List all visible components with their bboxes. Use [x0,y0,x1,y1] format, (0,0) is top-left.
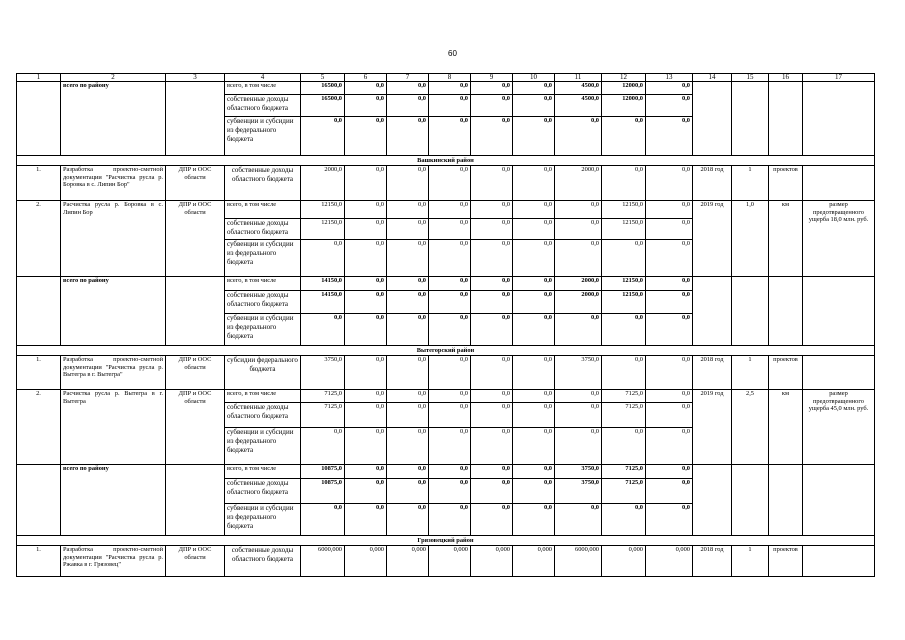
value-cell: 0,0 [471,240,513,277]
value-cell: 0,0 [471,403,513,428]
value-cell: 0,0 [555,390,602,403]
value-cell: 0,0 [513,314,555,346]
quantity [732,277,769,346]
value-cell: 0,0 [555,219,602,240]
value-cell: 3750,0 [555,479,602,504]
value-cell: 0,0 [646,291,693,314]
column-header: 14 [693,74,732,82]
funding-source: субвенции и субсидии из федерального бюджета [225,117,301,156]
value-cell: 0,0 [602,504,646,536]
value-cell: 0,0 [513,291,555,314]
value-cell: 0,0 [429,95,471,117]
value-cell: 0,0 [345,82,387,95]
value-cell: 0,0 [429,465,471,479]
value-cell: 0,0 [387,504,429,536]
value-cell: 0,0 [429,428,471,465]
measure-name: Разработка проектно-сметной документации "Расчистка русла р. Вытегра в г. Вытегра" [61,356,166,390]
value-cell: 0,0 [471,356,513,390]
value-cell: 12000,0 [602,82,646,95]
table-row [17,74,875,82]
value-cell: 0,0 [345,117,387,156]
value-cell: 0,0 [301,504,345,536]
value-cell: 16500,0 [301,95,345,117]
total-title: всего по району [61,82,166,156]
value-cell: 6000,000 [301,546,345,577]
value-cell: 0,0 [429,314,471,346]
year: 2019 год [693,390,732,465]
year: 2019 год [693,201,732,277]
value-cell: 0,0 [602,117,646,156]
year [693,465,732,536]
value-cell: 0,0 [555,314,602,346]
table-row [17,546,875,577]
value-cell: 0,0 [471,219,513,240]
quantity: 1 [732,546,769,577]
value-cell: 0,0 [345,428,387,465]
row-number [17,82,61,156]
value-cell: 0,0 [513,390,555,403]
value-cell: 0,0 [471,390,513,403]
value-cell: 7125,0 [602,479,646,504]
value-cell: 0,0 [513,403,555,428]
value-cell: 0,0 [646,277,693,291]
column-header: 1 [17,74,61,82]
value-cell: 0,0 [345,291,387,314]
note: размер предотвращенного ущерба 18,0 млн. руб. [803,201,875,277]
value-cell: 0,0 [387,479,429,504]
value-cell: 0,0 [646,479,693,504]
value-cell: 0,0 [345,465,387,479]
value-cell: 7125,0 [602,465,646,479]
table-row [17,156,875,166]
column-header: 6 [345,74,387,82]
value-cell: 0,000 [345,546,387,577]
value-cell: 0,0 [471,117,513,156]
measure-name: Расчистка русла р. Боровка в с. Липин Бор [61,201,166,277]
funding-source: собственные доходы областного бюджета [225,166,301,201]
table-row [17,201,875,219]
value-cell: 0,0 [387,403,429,428]
row-number [17,465,61,536]
value-cell: 0,0 [471,166,513,201]
value-cell: 0,0 [602,166,646,201]
section-title: Вытегорский район [17,346,875,356]
value-cell: 0,0 [345,166,387,201]
column-header: 5 [301,74,345,82]
funding-source: всего, в том числе [225,277,301,291]
value-cell: 0,0 [555,403,602,428]
value-cell: 0,0 [301,240,345,277]
value-cell: 0,0 [429,201,471,219]
value-cell: 0,0 [345,504,387,536]
table-row [17,356,875,390]
table-row [17,277,875,291]
value-cell: 0,0 [429,277,471,291]
value-cell: 0,0 [513,82,555,95]
column-header: 8 [429,74,471,82]
unit [769,465,803,536]
section-title: Грязовецкий район [17,536,875,546]
year: 2018 год [693,546,732,577]
value-cell: 0,0 [471,504,513,536]
value-cell: 0,000 [471,546,513,577]
value-cell: 0,000 [646,546,693,577]
funding-source: субвенции и субсидии из федерального бюджета [225,428,301,465]
value-cell: 0,0 [345,277,387,291]
value-cell: 7125,0 [301,403,345,428]
quantity: 2,5 [732,390,769,465]
unit: км [769,390,803,465]
funding-source: собственные доходы областного бюджета [225,95,301,117]
row-number: 1. [17,546,61,577]
executor: ДПР и ООС области [166,201,225,277]
value-cell: 0,0 [345,95,387,117]
value-cell: 0,0 [602,240,646,277]
note [803,82,875,156]
value-cell: 14150,0 [301,291,345,314]
quantity [732,465,769,536]
note [803,546,875,577]
value-cell: 7125,0 [602,403,646,428]
funding-source: субсидии федерального бюджета [225,356,301,390]
value-cell: 0,0 [646,166,693,201]
value-cell: 0,0 [345,356,387,390]
executor: ДПР и ООС области [166,390,225,465]
value-cell: 0,000 [387,546,429,577]
value-cell: 0,0 [429,291,471,314]
value-cell: 0,0 [602,428,646,465]
year: 2018 год [693,166,732,201]
note [803,277,875,346]
program-table [16,73,875,577]
note [803,166,875,201]
funding-source: субвенции и субсидии из федерального бюджета [225,504,301,536]
quantity: 1,0 [732,201,769,277]
column-header: 10 [513,74,555,82]
quantity: 1 [732,166,769,201]
table-row [17,82,875,95]
value-cell: 0,0 [513,117,555,156]
row-number: 1. [17,166,61,201]
value-cell: 6000,000 [555,546,602,577]
value-cell: 0,0 [429,390,471,403]
value-cell: 0,0 [387,240,429,277]
table-row [17,536,875,546]
column-header: 16 [769,74,803,82]
value-cell: 0,0 [429,240,471,277]
row-number: 1. [17,356,61,390]
value-cell: 4500,0 [555,95,602,117]
row-number: 2. [17,390,61,465]
value-cell: 0,0 [471,291,513,314]
unit: проектов [769,546,803,577]
column-header: 2 [61,74,166,82]
value-cell: 0,000 [429,546,471,577]
unit: проектов [769,166,803,201]
value-cell: 0,0 [345,201,387,219]
value-cell: 0,0 [555,504,602,536]
column-header: 7 [387,74,429,82]
measure-name: Расчистка русла р. Вытегра в г. Вытегра [61,390,166,465]
value-cell: 2000,0 [555,277,602,291]
value-cell: 0,0 [513,219,555,240]
value-cell: 12000,0 [602,95,646,117]
value-cell: 12150,0 [301,201,345,219]
value-cell: 14150,0 [301,277,345,291]
executor: ДПР и ООС области [166,546,225,577]
funding-source: всего, в том числе [225,201,301,219]
value-cell: 0,0 [301,117,345,156]
value-cell: 3750,0 [555,356,602,390]
measure-name: Разработка проектно-сметной документации "Расчистка русла р. Ржавка в г. Грязовец" [61,546,166,577]
value-cell: 0,0 [387,219,429,240]
year: 2018 год [693,356,732,390]
value-cell: 0,0 [387,277,429,291]
measure-name: Разработка проектно-сметной документации "Расчистка русла р. Боровка в с. Липин Бор" [61,166,166,201]
value-cell: 0,0 [646,314,693,346]
value-cell: 0,0 [646,465,693,479]
value-cell: 0,0 [513,201,555,219]
column-header: 15 [732,74,769,82]
table-row [17,346,875,356]
funding-source: всего, в том числе [225,82,301,95]
table-row [17,390,875,403]
funding-source: собственные доходы областного бюджета [225,403,301,428]
value-cell: 0,0 [387,201,429,219]
value-cell: 0,0 [471,314,513,346]
value-cell: 0,0 [513,479,555,504]
value-cell: 0,0 [429,356,471,390]
table-row [17,166,875,201]
value-cell: 0,0 [429,117,471,156]
value-cell: 0,0 [646,95,693,117]
value-cell: 0,0 [646,390,693,403]
unit: проектов [769,356,803,390]
year [693,82,732,156]
value-cell: 12150,0 [602,219,646,240]
executor: ДПР и ООС области [166,166,225,201]
funding-source: всего, в том числе [225,390,301,403]
value-cell: 12150,0 [602,277,646,291]
value-cell: 0,0 [429,166,471,201]
column-header: 3 [166,74,225,82]
funding-source: всего, в том числе [225,465,301,479]
value-cell: 0,0 [429,479,471,504]
total-title: всего по району [61,277,166,346]
total-title: всего по району [61,465,166,536]
value-cell: 0,0 [345,314,387,346]
value-cell: 0,0 [471,277,513,291]
value-cell: 0,0 [646,82,693,95]
funding-source: собственные доходы областного бюджета [225,479,301,504]
value-cell: 0,0 [646,219,693,240]
executor [166,82,225,156]
value-cell: 12150,0 [602,201,646,219]
value-cell: 0,0 [387,291,429,314]
value-cell: 0,0 [345,390,387,403]
value-cell: 0,0 [602,314,646,346]
value-cell: 0,0 [555,201,602,219]
section-title: Вашкинский район [17,156,875,166]
value-cell: 0,0 [513,428,555,465]
value-cell: 0,0 [646,428,693,465]
value-cell: 0,0 [555,117,602,156]
value-cell: 0,0 [646,356,693,390]
value-cell: 4500,0 [555,82,602,95]
value-cell: 0,0 [387,82,429,95]
row-number [17,277,61,346]
value-cell: 0,0 [387,166,429,201]
value-cell: 7125,0 [301,390,345,403]
value-cell: 0,0 [646,201,693,219]
value-cell: 10875,0 [301,465,345,479]
value-cell: 0,0 [646,504,693,536]
value-cell: 0,0 [387,356,429,390]
value-cell: 0,0 [513,166,555,201]
column-header: 9 [471,74,513,82]
value-cell: 0,0 [513,240,555,277]
value-cell: 12150,0 [301,219,345,240]
value-cell: 0,0 [301,314,345,346]
value-cell: 0,0 [429,504,471,536]
value-cell: 0,0 [429,219,471,240]
value-cell: 0,0 [602,356,646,390]
executor [166,277,225,346]
note: размер предотвращенного ущерба 45,0 млн. руб. [803,390,875,465]
value-cell: 0,0 [471,428,513,465]
executor: ДПР и ООС области [166,356,225,390]
value-cell: 0,0 [471,479,513,504]
value-cell: 0,0 [387,428,429,465]
column-header: 13 [646,74,693,82]
value-cell: 0,000 [602,546,646,577]
executor [166,465,225,536]
value-cell: 10875,0 [301,479,345,504]
value-cell: 0,0 [471,201,513,219]
value-cell: 0,0 [471,82,513,95]
page-number: 60 [448,49,457,58]
value-cell: 16500,0 [301,82,345,95]
value-cell: 0,0 [345,403,387,428]
year [693,277,732,346]
value-cell: 3750,0 [301,356,345,390]
column-header: 12 [602,74,646,82]
value-cell: 0,0 [513,277,555,291]
value-cell: 0,0 [646,117,693,156]
value-cell: 0,0 [387,314,429,346]
value-cell: 0,0 [345,219,387,240]
value-cell: 0,0 [301,428,345,465]
value-cell: 0,0 [513,356,555,390]
value-cell: 0,0 [429,403,471,428]
value-cell: 2000,0 [301,166,345,201]
value-cell: 3750,0 [555,465,602,479]
funding-source: субвенции и субсидии из федерального бюджета [225,240,301,277]
row-number: 2. [17,201,61,277]
value-cell: 0,0 [513,95,555,117]
funding-source: собственные доходы областного бюджета [225,546,301,577]
column-header: 4 [225,74,301,82]
value-cell: 0,0 [345,479,387,504]
value-cell: 0,0 [387,117,429,156]
value-cell: 0,0 [387,95,429,117]
unit [769,82,803,156]
unit: км [769,201,803,277]
value-cell: 0,0 [387,390,429,403]
note [803,356,875,390]
value-cell: 2000,0 [555,291,602,314]
unit [769,277,803,346]
funding-source: собственные доходы областного бюджета [225,219,301,240]
column-header: 17 [803,74,875,82]
value-cell: 0,0 [387,465,429,479]
value-cell: 0,0 [471,95,513,117]
value-cell: 12150,0 [602,291,646,314]
column-header: 11 [555,74,602,82]
quantity [732,82,769,156]
funding-source: субвенции и субсидии из федерального бюджета [225,314,301,346]
value-cell: 0,0 [345,240,387,277]
value-cell: 2000,0 [555,166,602,201]
value-cell: 0,0 [555,240,602,277]
quantity: 1 [732,356,769,390]
table-row [17,465,875,479]
note [803,465,875,536]
value-cell: 7125,0 [602,390,646,403]
value-cell: 0,000 [513,546,555,577]
value-cell: 0,0 [646,240,693,277]
value-cell: 0,0 [555,428,602,465]
value-cell: 0,0 [429,82,471,95]
value-cell: 0,0 [646,403,693,428]
value-cell: 0,0 [513,465,555,479]
funding-source: собственные доходы областного бюджета [225,291,301,314]
value-cell: 0,0 [471,465,513,479]
value-cell: 0,0 [513,504,555,536]
